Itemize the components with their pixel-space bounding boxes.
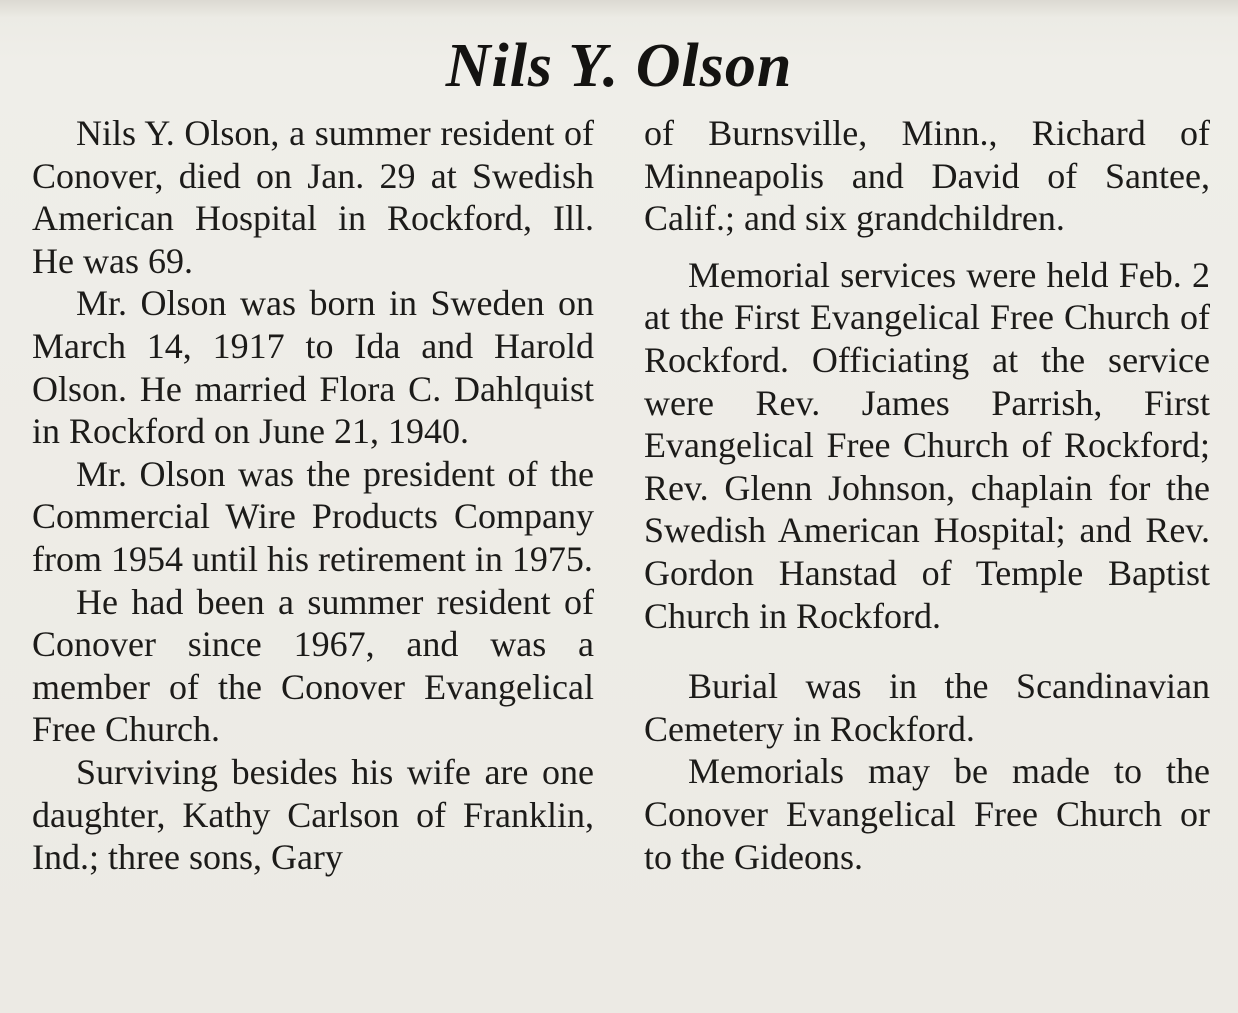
paragraph-memorial-services: Memorial services were held Feb. 2 at the First Evangelical Free Church of Rockford. Officiating at the service were Rev. James Parrish, First Evangelical Free Church of Rockford; Rev. Glenn Johnson, chaplain for the Swedish American Hospital; and Rev. Gordon Hanstad of Temple Baptist Church in Rockford. [644,254,1210,636]
paragraph-burial: Burial was in the Scandinavian Cemetery in Rockford. [644,666,1210,749]
left-column [32,112,594,879]
paragraph-survivors-start: Surviving besides his wife are one daughter, Kathy Carlson of Franklin, Ind.; three sons, Gary [32,751,594,878]
column-divider [620,118,621,998]
paragraph-conover-residence: He had been a summer resident of Conover since 1967, and was a member of the Conover Evangelical Free Church. [32,581,594,750]
paragraph-birth-marriage: Mr. Olson was born in Sweden on March 14, 1917 to Ida and Harold Olson. He married Flora C. Dahlquist in Rockford on June 21, 1940. [32,283,594,452]
right-column [644,112,1210,878]
paragraph-career: Mr. Olson was the president of the Commercial Wire Products Company from 1954 until his retirement in 1975. [32,453,594,579]
paragraph-memorials: Memorials may be made to the Conover Evangelical Free Church or to the Gideons. [644,751,1210,877]
paragraph-death-notice: Nils Y. Olson, a summer resident of Conover, died on Jan. 29 at Swedish American Hospital in Rockford, Ill. He was 69. [32,113,594,281]
paragraph-survivors-continued: of Burnsville, Minn., Richard of Minneapolis and David of Santee, Calif.; and six grandchildren. [644,113,1210,239]
obituary-headline: Nils Y. Olson [445,32,793,100]
